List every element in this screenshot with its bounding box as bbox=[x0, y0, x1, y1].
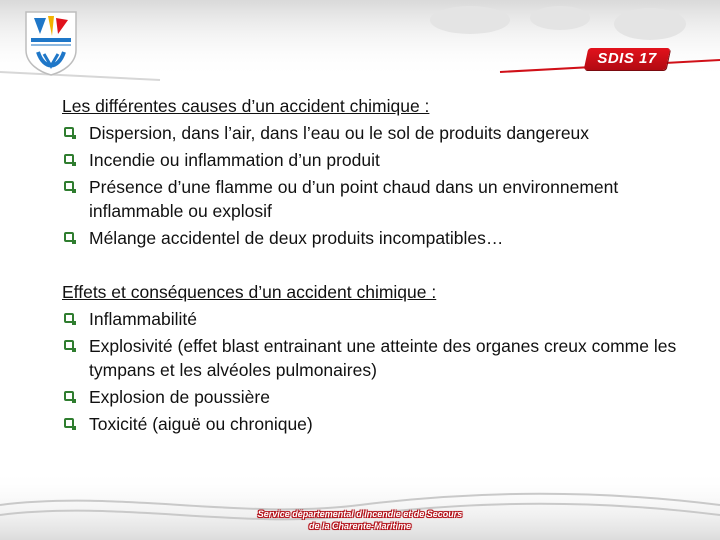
checkbox-bullet-icon bbox=[64, 313, 74, 323]
effects-title: Effets et conséquences d’un accident chimique : bbox=[62, 282, 437, 302]
slide-content bbox=[62, 94, 702, 436]
checkbox-bullet-icon bbox=[64, 391, 74, 401]
list-item bbox=[62, 385, 702, 409]
effects-list bbox=[62, 307, 702, 436]
list-item-text: Explosion de poussière bbox=[89, 387, 270, 407]
checkbox-bullet-icon bbox=[64, 181, 74, 191]
checkbox-bullet-icon bbox=[64, 232, 74, 242]
checkbox-bullet-icon bbox=[64, 340, 74, 350]
list-item bbox=[62, 412, 702, 436]
footer-line-1: Service départemental d’Incendie et de Secours bbox=[257, 509, 463, 519]
causes-title: Les différentes causes d’un accident chimique : bbox=[62, 96, 430, 116]
list-item bbox=[62, 148, 702, 172]
list-item-text: Mélange accidentel de deux produits incompatibles… bbox=[89, 228, 504, 248]
charente-maritime-logo bbox=[22, 10, 80, 76]
causes-list bbox=[62, 121, 702, 250]
list-item-text: Explosivité (effet blast entrainant une atteinte des organes creux comme les tympans et les alvéoles pulmonaires) bbox=[89, 336, 677, 380]
footer-banner bbox=[246, 508, 474, 534]
list-item bbox=[62, 307, 702, 331]
section-spacer bbox=[62, 250, 702, 280]
footer-line-2: de la Charente-Maritime bbox=[308, 521, 412, 531]
list-item-text: Incendie ou inflammation d’un produit bbox=[89, 150, 380, 170]
sdis-logo-text: SDIS 17 bbox=[597, 50, 657, 67]
list-item-text: Toxicité (aiguë ou chronique) bbox=[89, 414, 313, 434]
list-item bbox=[62, 334, 702, 382]
sdis-logo bbox=[584, 48, 671, 70]
list-item-text: Dispersion, dans l’air, dans l’eau ou le sol de produits dangereux bbox=[89, 123, 590, 143]
checkbox-bullet-icon bbox=[64, 127, 74, 137]
checkbox-bullet-icon bbox=[64, 418, 74, 428]
checkbox-bullet-icon bbox=[64, 154, 74, 164]
list-item bbox=[62, 226, 702, 250]
list-item bbox=[62, 121, 702, 145]
list-item-text: Inflammabilité bbox=[89, 309, 197, 329]
list-item-text: Présence d’une flamme ou d’un point chaud dans un environnement inflammable ou explosif bbox=[89, 177, 619, 221]
list-item bbox=[62, 175, 702, 223]
